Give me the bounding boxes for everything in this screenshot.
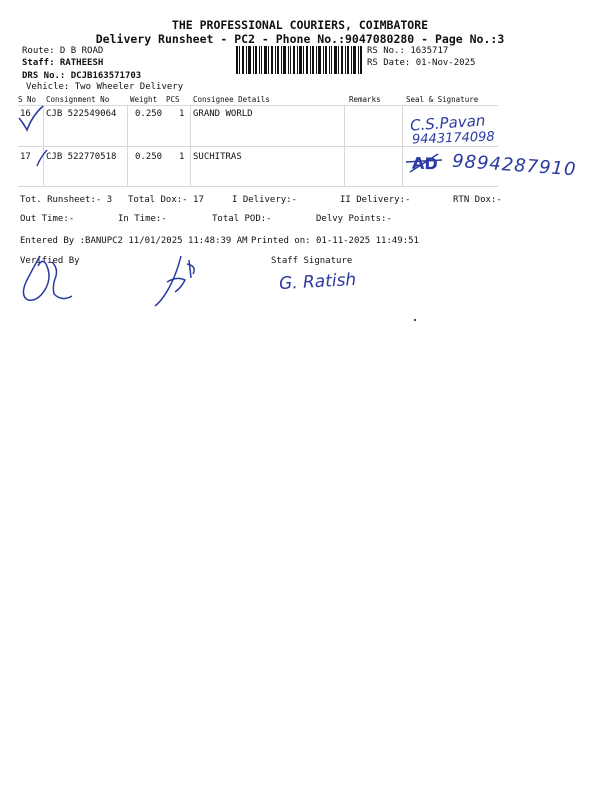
table-col-divider: [402, 105, 403, 186]
in-time: In Time:-: [118, 214, 167, 224]
staff-handwritten-signature: G. Ratish: [278, 269, 357, 295]
col-header-sno: S No: [18, 95, 37, 104]
col-header-seal-signature: Seal & Signature: [406, 95, 479, 104]
stray-mark: [414, 319, 416, 321]
row2-consignment: CJB 522770518: [46, 152, 117, 162]
ii-delivery: II Delivery:-: [340, 195, 411, 205]
col-header-weight: Weight: [130, 95, 158, 104]
table-bottom-rule: [18, 186, 498, 187]
handwritten-phone-number: 9894287910: [451, 150, 578, 181]
strike-through-mark: [404, 150, 444, 176]
row2-weight: 0.250: [135, 152, 163, 162]
verified-by-label: Verified By: [20, 256, 80, 266]
handwritten-receiver-name: C.S.Pavan: [409, 111, 486, 135]
barcode-graphic: [236, 46, 364, 74]
rtn-dox: RTN Dox:-: [453, 195, 502, 205]
col-header-consignee: Consignee Details: [193, 95, 270, 104]
row1-weight: 0.250: [135, 109, 163, 119]
total-pod: Total POD:-: [212, 214, 272, 224]
page-title: Delivery Runsheet - PC2 - Phone No.:9047080280 - Page No.:3: [95, 32, 505, 46]
row1-sno: 16: [20, 109, 31, 119]
staff-label: Staff: RATHEESH: [22, 58, 104, 68]
total-runsheet: Tot. Runsheet:- 3: [20, 195, 113, 205]
total-dox: Total Dox:- 17: [128, 195, 204, 205]
i-delivery: I Delivery:-: [232, 195, 298, 205]
route-label: Route: D B ROAD: [22, 46, 104, 56]
staff-signature-label: Staff Signature: [271, 256, 353, 266]
rs-date: RS Date: 01-Nov-2025: [367, 58, 476, 68]
table-col-divider: [344, 105, 345, 186]
verifier-signature-1: [12, 252, 82, 312]
col-header-consignment: Consignment No: [46, 95, 110, 104]
row1-consignee: GRAND WORLD: [193, 109, 253, 119]
tick-mark-row1: [16, 104, 46, 134]
row2-consignee: SUCHITRAS: [193, 152, 242, 162]
table-col-divider: [190, 105, 191, 186]
printed-on: Printed on: 01-11-2025 11:49:51: [251, 236, 419, 246]
col-header-pcs: PCS: [166, 95, 180, 104]
verifier-signature-2: [145, 252, 205, 312]
row2-sno: 17: [20, 152, 31, 162]
handwritten-prefix: AD: [411, 153, 438, 174]
delvy-points: Delvy Points:-: [316, 214, 392, 224]
entered-by: Entered By :BANUPC2 11/01/2025 11:48:39 AM: [20, 236, 248, 246]
row1-pcs: 1: [179, 109, 185, 119]
tick-mark-row2: [34, 148, 50, 168]
col-header-remarks: Remarks: [349, 95, 381, 104]
row1-consignment: CJB 522549064: [46, 109, 117, 119]
rs-number: RS No.: 1635717: [367, 46, 449, 56]
table-col-divider: [127, 105, 128, 186]
table-header-rule: [18, 105, 498, 106]
company-name: THE PROFESSIONAL COURIERS, COIMBATORE: [171, 18, 429, 32]
drs-number: DRS No.: DCJB163571703: [22, 71, 142, 81]
vehicle-label: Vehicle: Two Wheeler Delivery: [26, 82, 184, 92]
row2-pcs: 1: [179, 152, 185, 162]
out-time: Out Time:-: [20, 214, 75, 224]
barcode-bars: [236, 46, 362, 74]
handwritten-receiver-phone: 9443174098: [411, 129, 495, 148]
